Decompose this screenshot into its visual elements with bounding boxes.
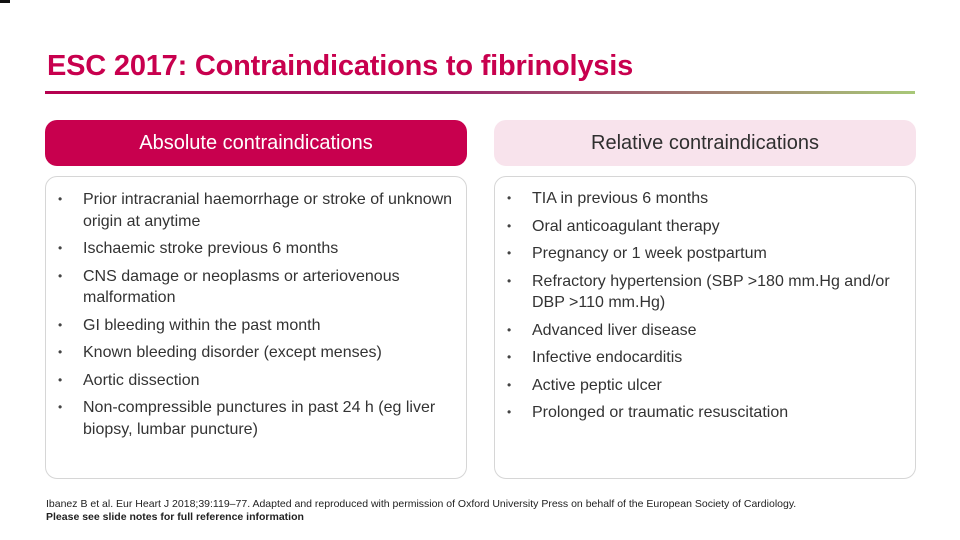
list-item: [58, 238, 458, 260]
bullet-icon: •: [58, 372, 63, 387]
list-item: [58, 370, 458, 392]
bullet-icon: •: [507, 273, 512, 288]
footnote-reference: Ibanez B et al. Eur Heart J 2018;39:119–77. Adapted and reproduced with permission of Oxford University Press on behalf of the European Society of Cardiology.: [46, 498, 797, 510]
list-item-text: Ischaemic stroke previous 6 months: [83, 240, 339, 257]
bullet-icon: •: [507, 377, 512, 392]
list-item: [58, 315, 458, 337]
list-item-text: Infective endocarditis: [532, 349, 683, 366]
list-item: [507, 271, 907, 314]
bullet-icon: •: [58, 345, 63, 359]
list-item: [58, 189, 458, 232]
list-item-text: Prior intracranial haemorrhage or stroke of unknown origin at anytime: [83, 191, 453, 230]
bullet-icon: •: [58, 241, 63, 255]
list-item: [507, 347, 907, 369]
list-item-text: CNS damage or neoplasms or arteriovenous malformation: [83, 267, 400, 306]
list-item-text: TIA in previous 6 months: [532, 190, 709, 207]
list-item-text: Known bleeding disorder (except menses): [83, 344, 382, 361]
list-item: [507, 243, 907, 265]
list-item-text: Refractory hypertension (SBP >180 mm.Hg and/or DBP >110 mm.Hg): [532, 272, 890, 311]
relative-contraindications-list: [507, 188, 907, 430]
bullet-icon: •: [507, 405, 512, 419]
bullet-icon: •: [507, 191, 512, 205]
list-item-text: Aortic dissection: [83, 371, 200, 389]
bullet-icon: •: [507, 246, 512, 260]
bullet-icon: •: [58, 317, 63, 332]
list-item: [58, 342, 458, 364]
footnote: [46, 498, 926, 524]
list-item: [58, 397, 458, 440]
list-item-text: Active peptic ulcer: [532, 376, 662, 394]
list-item: [507, 375, 907, 397]
list-item: [507, 216, 907, 238]
list-item: [507, 402, 907, 424]
list-item-text: Prolonged or traumatic resuscitation: [532, 404, 789, 421]
bullet-icon: •: [58, 268, 63, 283]
absolute-contraindications-list: [58, 189, 458, 446]
bullet-icon: •: [507, 218, 512, 233]
bullet-icon: •: [507, 350, 512, 364]
footnote-note: Please see slide notes for full reference information: [46, 511, 304, 523]
bullet-icon: •: [58, 192, 63, 206]
list-item: [58, 266, 458, 309]
corner-mark: [0, 0, 10, 3]
bullet-icon: •: [58, 400, 63, 414]
title-underline: [45, 91, 915, 94]
relative-header-label: Relative contraindications: [591, 131, 819, 154]
list-item: [507, 188, 907, 210]
list-item-text: Oral anticoagulant therapy: [532, 217, 720, 235]
list-item-text: Non-compressible punctures in past 24 h (eg liver biopsy, lumbar puncture): [83, 399, 436, 438]
absolute-header-label: Absolute contraindications: [139, 131, 373, 154]
absolute-contraindications-header: [45, 120, 467, 166]
relative-contraindications-header: [494, 120, 916, 166]
list-item-text: Advanced liver disease: [532, 321, 697, 339]
bullet-icon: •: [507, 322, 512, 337]
list-item-text: Pregnancy or 1 week postpartum: [532, 245, 767, 262]
list-item: [507, 320, 907, 342]
list-item-text: GI bleeding within the past month: [83, 316, 321, 334]
slide-title: ESC 2017: Contraindications to fibrinolysis: [47, 50, 634, 82]
